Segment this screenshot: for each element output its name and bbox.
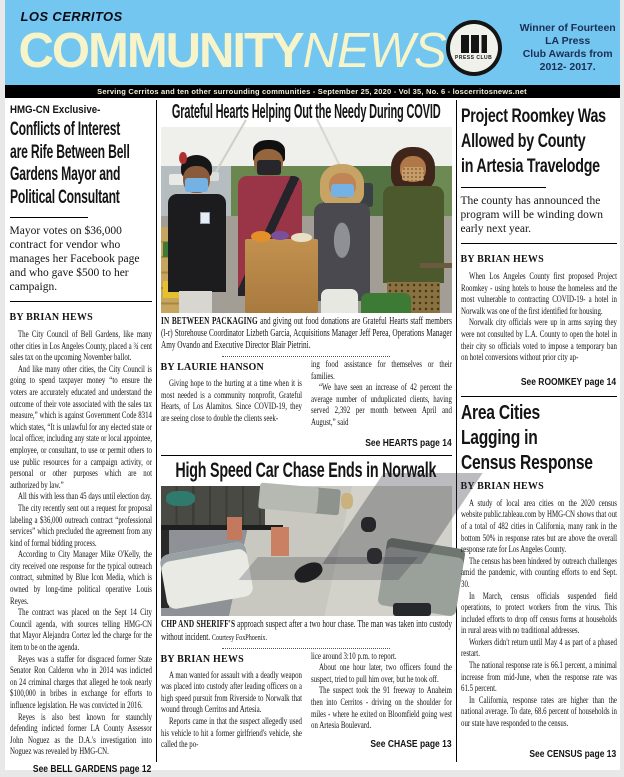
jump-line-wrap [311, 734, 452, 752]
paragraph: ing food assistance for themselves or their families. [310, 360, 452, 382]
photo-officer [361, 517, 376, 533]
story-divider [161, 455, 452, 456]
staff-member-1 [163, 155, 230, 313]
jump-line-wrap [461, 744, 617, 762]
chase-caption [161, 619, 452, 644]
story-body [161, 379, 302, 425]
text-subcolumn [311, 652, 452, 752]
masthead-kicker: LOS CERRITOS [20, 9, 123, 24]
paragraph: A man wanted for assault with a deadly weapon was placed into custody after leading officers on a high speed pursuit from Riverside to Norwalk that wound through Cerritos and Artesia. [160, 670, 302, 716]
right-column [461, 100, 617, 762]
paragraph: In California, response rates are higher than the national average. To date, 68.6 percent of households in our state have responded to the census. [460, 695, 617, 730]
photo-brick-pillar [227, 517, 242, 540]
story-kicker: HMG-CN Exclusive- [9, 104, 100, 116]
byline: BY BRIAN HEWS [160, 653, 244, 665]
photo-brick-pillar [271, 527, 288, 556]
press-club-seal-icon [450, 24, 498, 72]
face-mask [331, 184, 354, 197]
divider-rule [10, 217, 88, 218]
jump-line-wrap [311, 433, 452, 451]
masthead-title-community: COMMUNITY [18, 24, 303, 78]
masthead [5, 0, 620, 85]
name-tag [200, 212, 210, 225]
jump-line-wrap [10, 759, 152, 777]
paragraph: Reyes was a staffer for disgraced former State Senator Ron Calderon who in 2014 was indicted on 24 criminal charges that alleged he took nearly $100,000 in bribes in exchange for efforts to influence legislation. He was convicted in 2016. [9, 654, 152, 711]
story-body [10, 330, 152, 759]
headline-line: Gardens Mayor and [9, 164, 120, 185]
caption-wrap [161, 616, 452, 644]
paragraph: And like many other cities, the City Council is going to spend taxpayer money “to ensure the voters are accurately educated and understand the outcome of their vote associated with the sales tax measure,” which is against Government Code 8314 which states, “It is unlawful for any elected state or local officer, including any state or local appointee, employee, or consultant, to use or permit others to use public resources for a campaign activity, or personal or other purposes which are not authorized by law.” [9, 364, 152, 491]
award-text [510, 22, 624, 74]
award-line: LA Press [545, 35, 591, 47]
masthead-title [19, 25, 446, 89]
byline: BY BRIAN HEWS [460, 254, 544, 265]
paragraph: Norwalk city officials were up in arms saying they were not consulted by L.A. County to open the hotel in their city so officials voted to impose a temporary ban on hotel conversions without prior city ap- [460, 318, 617, 364]
chase-text-columns [161, 652, 452, 752]
jump-line: See HEARTS page 14 [365, 437, 452, 449]
dateline-bar [5, 85, 620, 98]
headline-line: Area Cities [460, 401, 540, 424]
photo-credit: Courtesy FoxPhoenix. [211, 631, 267, 642]
masthead-award-block [446, 7, 624, 85]
torso [168, 194, 226, 292]
paragraph: lice around 3:10 p.m. to report. [310, 651, 397, 662]
front-page-columns [5, 98, 620, 775]
paragraph: When Los Angeles County first proposed Project Roomkey - using hotels to house the homeless and the most vulnerable to contracting COVID-19- a hotel in Norwalk was one of the first identified for housing. [460, 272, 617, 317]
jump-line: See CENSUS page 13 [529, 749, 617, 760]
photo-shadow [238, 557, 418, 580]
masthead-title-news: NEWS [302, 24, 446, 78]
torso [383, 186, 444, 284]
paragraph: According to City Manager Mike O'Kelly, the city received one response for the typical outreach contract, submitted by Blue Icon Media, which is owned by long-time political operative Louis Reyes. [9, 550, 152, 607]
photo-officer [341, 493, 353, 509]
jump-line-wrap [461, 372, 617, 390]
caption-lead: CHP AND SHERIFF'S [160, 618, 235, 630]
folding-table [420, 263, 452, 269]
headline-text: Grateful Hearts Helping Out the Needy During COVID [171, 101, 441, 123]
story-subhead: The county has announced the program will be winding down early next year. [460, 195, 603, 235]
story-body [311, 652, 452, 733]
divider-rule [461, 243, 617, 244]
headline-line: Allowed by County [460, 131, 585, 152]
caption-lead: IN BETWEEN PACKAGING [160, 316, 258, 327]
text-subcolumn [161, 360, 302, 451]
paragraph: “We have seen an increase of 42 percent the average number of unduplicated clients, having served 2,392 per month between April and August,” said [310, 383, 452, 428]
caption-wrap [161, 313, 452, 352]
paragraph: The census has been hindered by outreach challenges amid the pandemic, with counting efforts to end Sept. 30. [460, 556, 617, 590]
paragraph: The city recently sent out a request for proposal labeling a $36,000 outreach contract “professional services” which precluded the agreement from any kind of formal bidding process. [9, 503, 152, 549]
census-headline [461, 401, 617, 476]
headline-line: Conflicts of Interest [9, 119, 120, 140]
white-sack [321, 289, 359, 313]
jump-line: See ROOMKEY page 14 [521, 376, 617, 388]
photo-dark-car [393, 603, 431, 616]
photo-green-slide [166, 491, 195, 507]
hearts-headline [161, 101, 452, 124]
paragraph: In March, census officials suspended field operations, to protect workers from the virus. This included efforts to drop off census forms at households in rural areas with no traditional addresses. [460, 591, 617, 637]
jump-line: See BELL GARDENS page 12 [33, 763, 152, 775]
paragraph: Giving hope to the hurting at a time when it is most needed is a community nonprofit, Grateful Hearts, of Los Alamitos. Since COVID-19, they are seeing close to double the clients seek- [160, 379, 302, 424]
printing-press-icon [461, 35, 487, 53]
paragraph: Workers didn't return until May 4 as part of a phased restart. [460, 637, 617, 660]
text-subcolumn [161, 652, 302, 752]
story-body [161, 671, 302, 752]
column-divider [456, 100, 457, 762]
paragraph: The contract was placed on the Sept 14 City Council agenda, with sources telling HMG-CN that Mayor Alejandra Cortez led the charge for the item to be on the agenda. [9, 608, 152, 654]
bell-gardens-story [9, 100, 152, 775]
paragraph: A study of local area cities on the 2020 census website public.tableau.com by HMG-CN shows that out of a total of 482 cities in California, many rank in the bottom 50% in response rates but are above the overall response rate for Los Angeles County. [460, 498, 617, 556]
text-subcolumn [311, 360, 452, 451]
bell-gardens-headline [10, 119, 152, 209]
award-line: Club Awards from [522, 48, 613, 60]
story-subhead: Mayor votes on $36,000 contract for vendor who manages her Facebook page and who gave $500 to her campaign. [9, 225, 140, 293]
byline: BY LAURIE HANSON [160, 362, 264, 373]
story-body [461, 499, 617, 731]
headline-line: Political Consultant [9, 186, 120, 208]
paper-grocery-bag [245, 239, 318, 313]
jump-line: See CHASE page 13 [370, 738, 452, 750]
paragraph: All this with less than 45 days until election day. [17, 492, 152, 503]
paragraph: The City Council of Bell Gardens, like many other cities in Los Angeles County, placed a ¾ cent sales tax on the upcoming November ballot. [9, 330, 152, 364]
chase-photo [161, 486, 452, 616]
headline-line: Census Response [460, 451, 593, 474]
headline-line: Lagging in [460, 426, 538, 449]
face-mask [257, 160, 282, 176]
dotted-divider [222, 356, 391, 357]
headline-text: High Speed Car Chase Ends in Norwalk [175, 458, 437, 482]
award-line: 2012- 2017. [539, 61, 596, 73]
paragraph: The national response rate is 66.1 percent, a minimal increase from mid-June, when the response rate was 61.5 percent. [460, 661, 617, 695]
hearts-photo [161, 127, 452, 313]
masthead-title-block [19, 7, 446, 85]
paragraph: Reyes is also best known for staunchly defending indicted former LA County Assessor John Noguez as the D.A.'s investigation into Noguez was revealed by HMG-CN. [9, 712, 152, 758]
torso [314, 203, 370, 301]
la-press-club-logo [446, 20, 502, 76]
paragraph: The suspect took the 91 freeway to Anaheim then into Cerritos - driving on the shoulder for miles - where he exited on Bloomfield going west on Artesia Boulevard. [310, 686, 452, 732]
byline: BY BRIAN HEWS [460, 480, 544, 492]
face-mask [402, 167, 424, 182]
story-body [311, 360, 452, 430]
hearts-caption [161, 316, 452, 352]
paragraph: Reports came in that the suspect allegedly used his vehicle to hit a former girlfriend's vehicle, she called the po- [160, 716, 302, 751]
photo-officer [367, 548, 382, 564]
caption-text: approach suspect after a two hour chase. The man was taken into custody without incident. [160, 618, 452, 643]
caption-text: and giving out food donations are Grateful Hearts staff members (l-r) Storehouse Coordinator Lizbeth Garcia, Acquisitions Manager Jeff Perea, Operations Manager Amy Ovando and Executive Director Blair Pietrini. [160, 316, 452, 351]
headline-line: in Artesia Travelodge [460, 156, 600, 177]
face-mask [185, 178, 208, 192]
dateline-text: Serving Cerritos and ten other surrounding communities - September 25, 2020 - Vol 35, No. 6 - loscerritosnews.net [97, 87, 527, 96]
headline-line: Project Roomkey Was [460, 106, 606, 127]
press-club-caption: PRESS CLUB [455, 55, 493, 61]
hearts-text-columns [161, 360, 452, 451]
dotted-divider [222, 648, 391, 649]
story-divider [461, 396, 617, 397]
headline-line: are Rife Between Bell [9, 141, 130, 163]
divider-rule [10, 301, 152, 302]
staff-member-4 [379, 147, 449, 313]
middle-column [161, 100, 452, 762]
divider-rule [461, 187, 547, 188]
story-body [461, 272, 617, 365]
photo-fence [161, 525, 283, 530]
award-line: Winner of Fourteen [519, 22, 616, 34]
column-divider [156, 100, 157, 762]
newspaper-front-page [5, 0, 620, 775]
green-sack [361, 293, 410, 313]
byline: BY BRIAN HEWS [9, 312, 93, 323]
roomkey-headline [461, 104, 617, 179]
pants [179, 291, 211, 313]
paragraph: About one hour later, two officers found the suspect, tried to pull him over, but he took off. [310, 663, 452, 685]
